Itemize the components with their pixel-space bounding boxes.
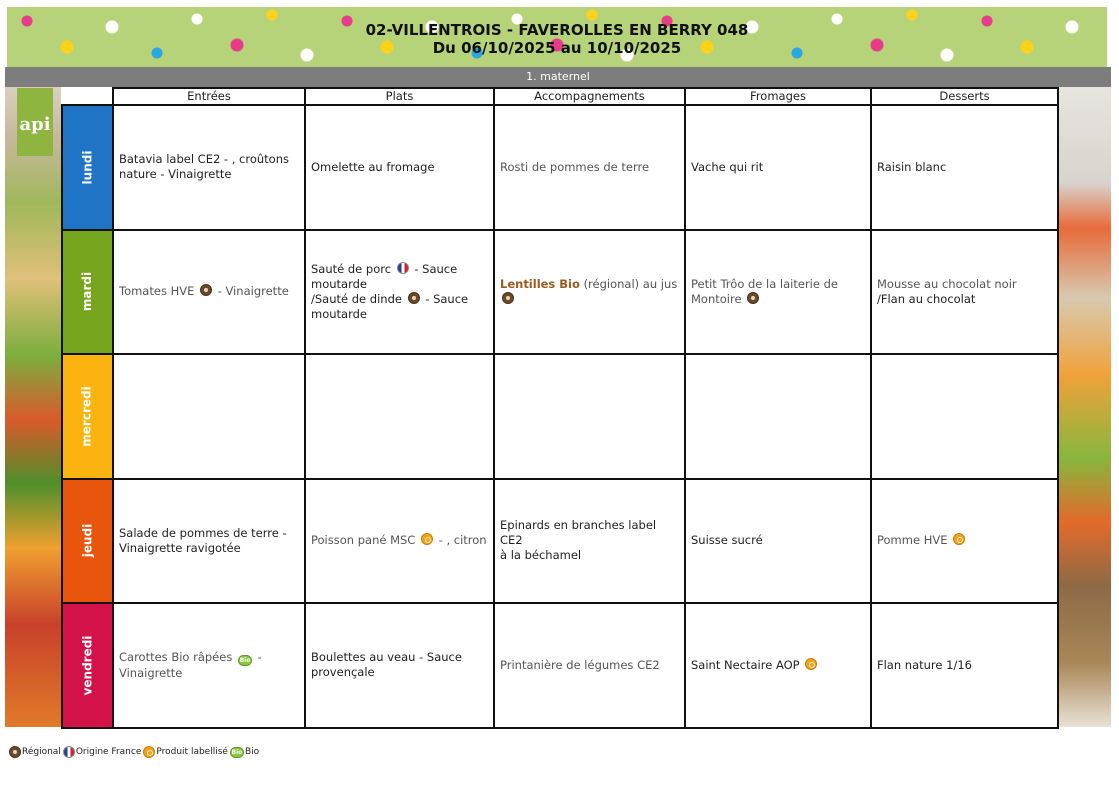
- cell-lundi-dessert: Raisin blanc: [871, 105, 1058, 230]
- column-header-entrees: Entrées: [113, 88, 305, 105]
- cell-lundi-plat: Omelette au fromage: [305, 105, 494, 230]
- cell-mardi-fromage: Petit Trôo de la laiterie de Montoire: [685, 230, 871, 355]
- cell-jeudi-plat: Poisson pané MSC - , citron: [305, 479, 494, 604]
- regional-icon: [408, 292, 420, 304]
- day-row-lundi: [62, 105, 1058, 230]
- origine-france-icon: [397, 262, 409, 274]
- cell-lundi-accompagnement: Rosti de pommes de terre: [494, 105, 685, 230]
- corner-cell: [62, 88, 113, 105]
- day-label-mercredi: mercredi: [62, 354, 113, 479]
- cell-mardi-plat: Sauté de porc - Sauce moutarde /Sauté de dinde - Sauce moutarde: [305, 230, 494, 355]
- legend-item-bio: Bio Bio: [231, 747, 260, 757]
- cell-vendredi-fromage: Saint Nectaire AOP: [685, 603, 871, 728]
- day-row-mercredi: [62, 354, 1058, 479]
- cell-mercredi-accompagnement: [494, 354, 685, 479]
- day-row-mardi: [62, 230, 1058, 355]
- cell-jeudi-dessert: Pomme HVE: [871, 479, 1058, 604]
- cell-mercredi-plat: [305, 354, 494, 479]
- origine-france-icon: [63, 746, 75, 758]
- menu-table: [61, 87, 1059, 729]
- column-header-row: [62, 88, 1058, 105]
- cell-jeudi-accompagnement: Epinards en branches label CE2 à la béchamel: [494, 479, 685, 604]
- api-logo: api: [17, 88, 53, 156]
- column-header-fromages: Fromages: [685, 88, 871, 105]
- cell-jeudi-fromage: Suisse sucré: [685, 479, 871, 604]
- day-label-vendredi: vendredi: [62, 603, 113, 728]
- column-header-accompagnements: Accompagnements: [494, 88, 685, 105]
- cell-mardi-dessert: Mousse au chocolat noir /Flan au chocolat: [871, 230, 1058, 355]
- cell-vendredi-plat: Boulettes au veau - Sauce provençale: [305, 603, 494, 728]
- cell-mercredi-entree: [113, 354, 305, 479]
- day-row-vendredi: [62, 603, 1058, 728]
- title-line-1: 02-VILLENTROIS - FAVEROLLES EN BERRY 048: [365, 21, 749, 39]
- day-label-lundi: lundi: [62, 105, 113, 230]
- section-bar: 1. maternel: [5, 67, 1111, 87]
- day-label-jeudi: jeudi: [62, 479, 113, 604]
- cell-mardi-accompagnement: Lentilles Bio (régional) au jus: [494, 230, 685, 355]
- cell-lundi-entree: Batavia label CE2 - , croûtons nature - Vinaigrette: [113, 105, 305, 230]
- bio-icon: Bio: [231, 748, 243, 756]
- produit-labellise-icon: [143, 746, 155, 758]
- column-header-desserts: Desserts: [871, 88, 1058, 105]
- cell-vendredi-entree: Carottes Bio râpées Bio - Vinaigrette: [113, 603, 305, 728]
- header-banner: [7, 7, 1107, 67]
- legend-item-france: Origine France: [63, 746, 142, 758]
- page-title: [7, 21, 1107, 57]
- cell-mercredi-dessert: [871, 354, 1058, 479]
- cell-lundi-fromage: Vache qui rit: [685, 105, 871, 230]
- right-decoration: [1057, 87, 1111, 727]
- bio-icon: Bio: [239, 656, 251, 664]
- day-label-mardi: mardi: [62, 230, 113, 355]
- regional-icon: [200, 284, 212, 296]
- title-line-2: Du 06/10/2025 au 10/10/2025: [432, 39, 682, 57]
- cell-mardi-entree: Tomates HVE - Vinaigrette: [113, 230, 305, 355]
- regional-icon: [502, 292, 514, 304]
- left-decoration: [5, 87, 61, 727]
- produit-labellise-icon: [421, 533, 433, 545]
- column-header-plats: Plats: [305, 88, 494, 105]
- cell-vendredi-accompagnement: Printanière de légumes CE2: [494, 603, 685, 728]
- day-row-jeudi: [62, 479, 1058, 604]
- legend-item-regional: Régional: [9, 746, 61, 758]
- cell-vendredi-dessert: Flan nature 1/16: [871, 603, 1058, 728]
- legend-item-label: Produit labellisé: [143, 746, 228, 758]
- produit-labellise-icon: [805, 658, 817, 670]
- regional-icon: [747, 292, 759, 304]
- cell-mercredi-fromage: [685, 354, 871, 479]
- regional-icon: [9, 746, 21, 758]
- cell-jeudi-entree: Salade de pommes de terre - Vinaigrette ravigotée: [113, 479, 305, 604]
- produit-labellise-icon: [953, 533, 965, 545]
- legend: [9, 746, 261, 758]
